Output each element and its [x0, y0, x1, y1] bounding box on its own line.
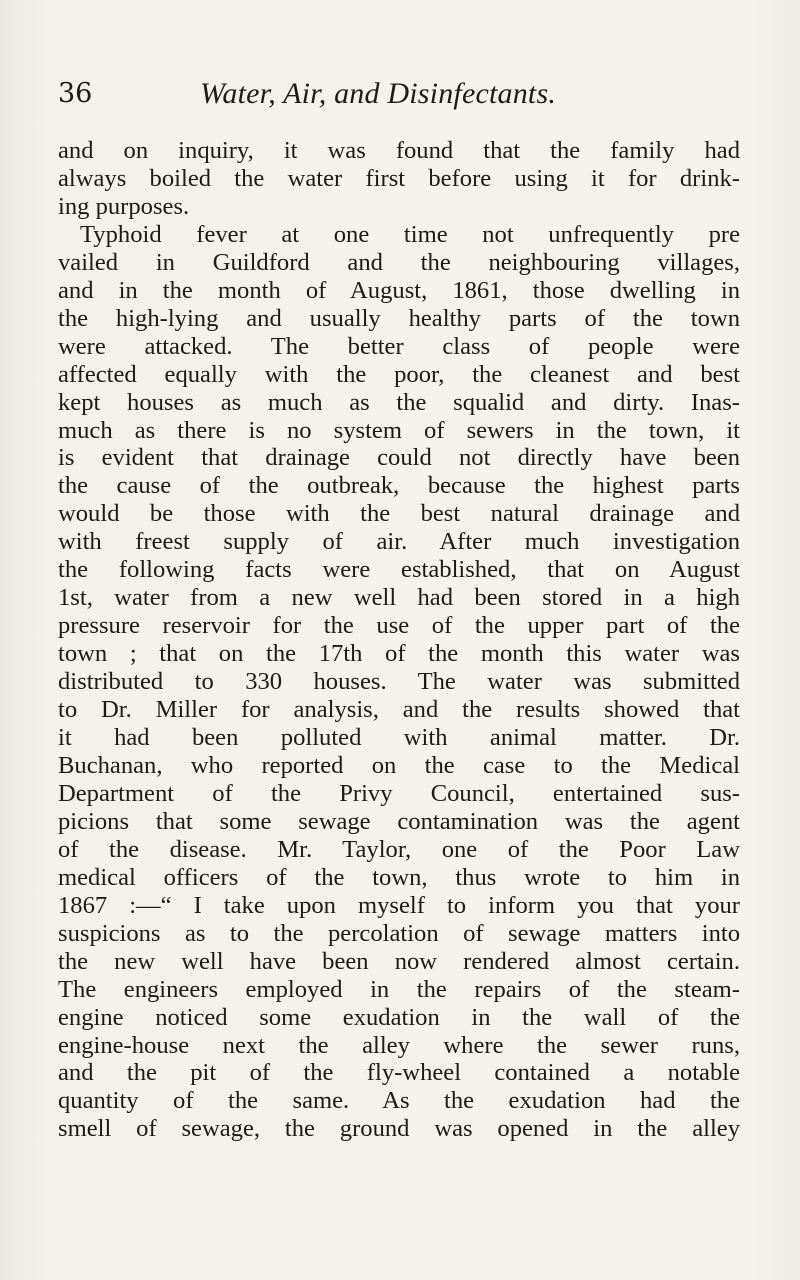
text-line: to Dr. Miller for analysis, and the results showed that: [58, 696, 740, 724]
text-line: the cause of the outbreak, because the highest parts: [58, 472, 740, 500]
body-text: [58, 137, 740, 1143]
text-line: it had been polluted with animal matter. Dr.: [58, 724, 740, 752]
text-line: ing purposes.: [58, 192, 190, 220]
text-line: kept houses as much as the squalid and dirty. Inas-: [58, 388, 740, 416]
text-line: is evident that drainage could not directly have been: [58, 444, 740, 472]
text-line: the high-lying and usually healthy parts of the town: [58, 304, 740, 332]
text-line: town ; that on the 17th of the month this water was: [58, 640, 740, 668]
text-line: vailed in Guildford and the neighbouring villages,: [58, 248, 740, 276]
text-line: affected equally with the poor, the cleanest and best: [58, 360, 740, 388]
text-line: Department of the Privy Council, entertained sus-: [58, 779, 740, 807]
text-line: with freest supply of air. After much investigation: [58, 528, 740, 556]
text-line: would be those with the best natural drainage and: [58, 500, 740, 528]
text-line: of the disease. Mr. Taylor, one of the Poor Law: [58, 835, 740, 863]
text-line: engine noticed some exudation in the wall of the: [58, 1003, 740, 1031]
text-line: much as there is no system of sewers in the town, it: [58, 416, 740, 444]
text-line: The engineers employed in the repairs of the steam-: [58, 975, 740, 1003]
text-line: suspicions as to the percolation of sewage matters into: [58, 919, 740, 947]
text-line: quantity of the same. As the exudation had the: [58, 1087, 740, 1115]
text-line: the new well have been now rendered almost certain.: [58, 947, 740, 975]
text-line: 1st, water from a new well had been stored in a high: [58, 584, 740, 612]
page-header: [58, 74, 758, 114]
text-line: 1867 :—“ I take upon myself to inform you that your: [58, 891, 740, 919]
text-line: engine-house next the alley where the sewer runs,: [58, 1031, 740, 1059]
text-line: always boiled the water first before using it for drink-: [58, 164, 740, 192]
text-line: were attacked. The better class of people were: [58, 332, 740, 360]
text-line: Buchanan, who reported on the case to the Medical: [58, 751, 740, 779]
text-line: the following facts were established, that on August: [58, 556, 740, 584]
text-line: smell of sewage, the ground was opened in the alley: [58, 1115, 740, 1143]
running-title: Water, Air, and Disinfectants.: [200, 77, 557, 110]
text-line: pressure reservoir for the use of the upper part of the: [58, 612, 740, 640]
text-line: and on inquiry, it was found that the family had: [58, 137, 740, 164]
text-line: and the pit of the fly-wheel contained a notable: [58, 1059, 740, 1087]
page-number: 36: [58, 78, 93, 109]
text-line: picions that some sewage contamination was the agent: [58, 807, 740, 835]
text-line: Typhoid fever at one time not unfrequently pre: [80, 220, 740, 248]
text-line: and in the month of August, 1861, those dwelling in: [58, 276, 740, 304]
text-line: distributed to 330 houses. The water was submitted: [58, 668, 740, 696]
text-line: medical officers of the town, thus wrote to him in: [58, 863, 740, 891]
